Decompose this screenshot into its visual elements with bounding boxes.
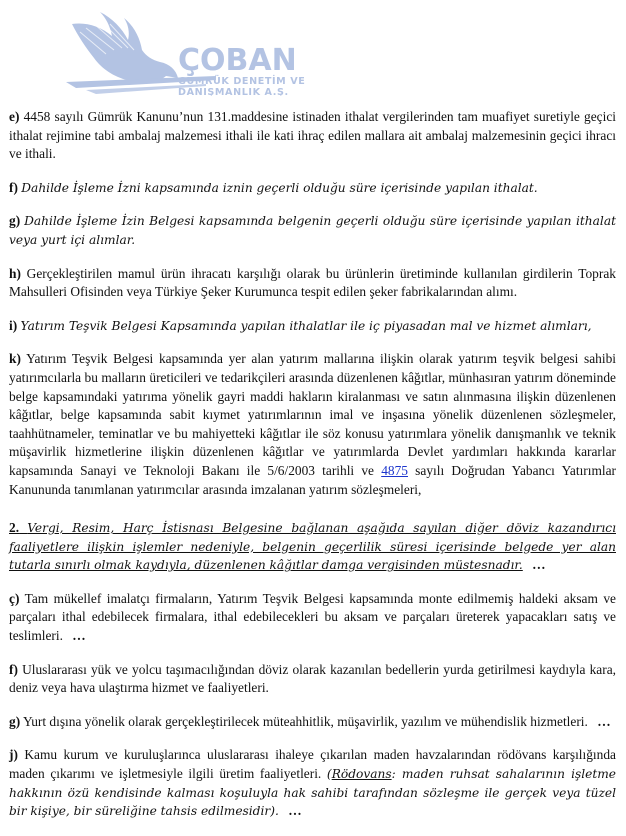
item-label: ç) bbox=[9, 590, 20, 606]
item-text: Dahilde İşleme İzin Belgesi kapsamında belgenin geçerli olduğu süre içerisinde yapılan ithalat veya yurt içi alımlar. bbox=[9, 214, 616, 247]
item-label: j) bbox=[9, 747, 18, 763]
item-text: Yurt dışına yönelik olarak gerçekleştirilecek müteahhitlik, müşavirlik, yazılım ve mühendislik hizmetleri. bbox=[23, 713, 588, 729]
item-label: f) bbox=[9, 179, 18, 195]
paragraph-g-dahilde bbox=[9, 212, 616, 249]
note-term: Rödovans bbox=[331, 767, 392, 782]
paragraph-f-transport bbox=[9, 661, 616, 698]
section-text: Vergi, Resim, Harç İstisnası Belgesine bağlanan aşağıda sayılan diğer döviz kazandırıcı faaliyetlere ilişkin işlemler nedeniyle, belgenin geçerlilik süresi içerisinde belgede yer alan tutarla sınırlı olmak kaydıyla, düzenlenen kâğıtlar damga vergisinden müstesnadır. bbox=[9, 521, 616, 573]
ellipsis: … bbox=[532, 557, 546, 573]
eagle-logo-icon bbox=[66, 4, 306, 96]
paragraph-j bbox=[9, 746, 616, 820]
law-4875-link[interactable]: 4875 bbox=[381, 462, 408, 478]
company-logo bbox=[66, 4, 306, 96]
logo-brand: ÇOBAN bbox=[178, 43, 297, 78]
document-body bbox=[9, 108, 616, 836]
item-text: Dahilde İşleme İzni kapsamında iznin geçerli olduğu süre içerisinde yapılan ithalat. bbox=[21, 180, 538, 195]
item-text-continued: sayılı Doğrudan Yabancı Yatırımlar Kanununda tanımlanan yatırımcılar arasında imzalanan yatırım sözleşmeleri, bbox=[9, 462, 617, 497]
paragraph-f-dahilde bbox=[9, 179, 616, 198]
item-text: Kamu kurum ve kuruluşlarınca uluslararası ihaleye çıkarılan maden havzalarından rödövans karşılığında maden çıkarımı ve işletmesiyle ilgili üretim faaliyetleri. bbox=[9, 747, 616, 782]
section-2-heading bbox=[9, 519, 616, 575]
paragraph-i bbox=[9, 317, 616, 336]
paragraph-g-services bbox=[9, 713, 616, 732]
item-label: g) bbox=[9, 713, 21, 729]
item-label: f) bbox=[9, 661, 18, 677]
item-label: g) bbox=[9, 213, 21, 229]
logo-line1: GÜMRÜK DENETİM VE bbox=[178, 76, 306, 87]
item-text: Yatırım Teşvik Belgesi kapsamında yer alan yatırım mallarına ilişkin olarak yatırım teşvik belgesi sahibi yatırımcılarla bu malların üreticileri ve tedarikçileri arasında düzenlenen kâğıtlar, münhasıran yatırım döneminde belge kapsamındaki yatırıma yönelik gayri maddi hakların kiralanması ve satın alınmasına ilişkin düzenlenen kâğıtlar, belge kapsamında sabit kıymet yatırımlarının imal ve inşasına yönelik düzenlenen sözleşmeler, taahhütnameler, teminatlar ve bu mahiyetteki kâğıtlar ile söz konusu yatırımlara yönelik danışmanlık ve teknik müşavirlik hizmetlerine ilişkin düzenlenen kâğıtlar ve yatırımlarda Devlet yardımları hakkında kararlar kapsamında Sanayi ve Teknoloji Bakanı ile 5/6/2003 tarihli ve bbox=[9, 351, 616, 478]
item-text: Yatırım Teşvik Belgesi Kapsamında yapılan ithalatlar ile iç piyasadan mal ve hizmet alımları, bbox=[20, 318, 592, 333]
paragraph-e bbox=[9, 108, 616, 164]
item-label: i) bbox=[9, 317, 18, 333]
item-label: e) bbox=[9, 109, 20, 124]
item-text: Gerçekleştirilen mamul ürün ihracatı karşılığı olarak bu ürünlerin üretiminde kullanılan girdilerin Toprak Mahsulleri Ofisinden veya Türkiye Şeker Kurumunca tespit edilen şeker fabrikalarından alımı. bbox=[9, 265, 616, 300]
logo-line2: DANIŞMANLIK A.Ş. bbox=[178, 87, 289, 96]
ellipsis: … bbox=[72, 628, 86, 644]
paragraph-k bbox=[9, 350, 616, 499]
item-label: h) bbox=[9, 265, 21, 281]
ellipsis: … bbox=[288, 803, 302, 819]
paragraph-h bbox=[9, 265, 616, 302]
note-open: ( bbox=[326, 767, 332, 782]
section-number: 2. bbox=[9, 520, 20, 536]
item-text: Tam mükellef imalatçı firmaların, Yatırım Teşvik Belgesi kapsamında monte edilmemiş haldeki aksam ve parçaları ithal edebilecek firmalara, ithal edebilecekleri bu aksam ve parçaları üreterek yapacakları satış ve teslimleri. bbox=[9, 590, 616, 644]
item-text: Uluslararası yük ve yolcu taşımacılığından döviz olarak kazanılan bedellerin yurda getirilmesi kaydıyla kara, deniz veya hava ulaştırma hizmet ve faaliyetleri. bbox=[9, 661, 616, 696]
ellipsis: … bbox=[597, 713, 611, 729]
item-label: k) bbox=[9, 351, 21, 367]
paragraph-c bbox=[9, 590, 616, 646]
note-text: : maden ruhsat sahalarının işletme hakkının özü kendisinde kalması koşuluyla hak sahibi tarafından sözleşme ile gerçek veya tüzel bir kişiye, bir süreliğine tahsis edilmesidir). bbox=[9, 767, 617, 819]
item-text: 4458 sayılı Gümrük Kanunu’nun 131.maddesine istinaden ithalat vergilerinden tam muafiyet suretiyle geçici ithalat rejimine tabi ambalaj malzemesi ithali ile kati ihraç edilen mallara ait ambalaj malzemesinin geçici ihracı ve ithali. bbox=[9, 109, 616, 162]
